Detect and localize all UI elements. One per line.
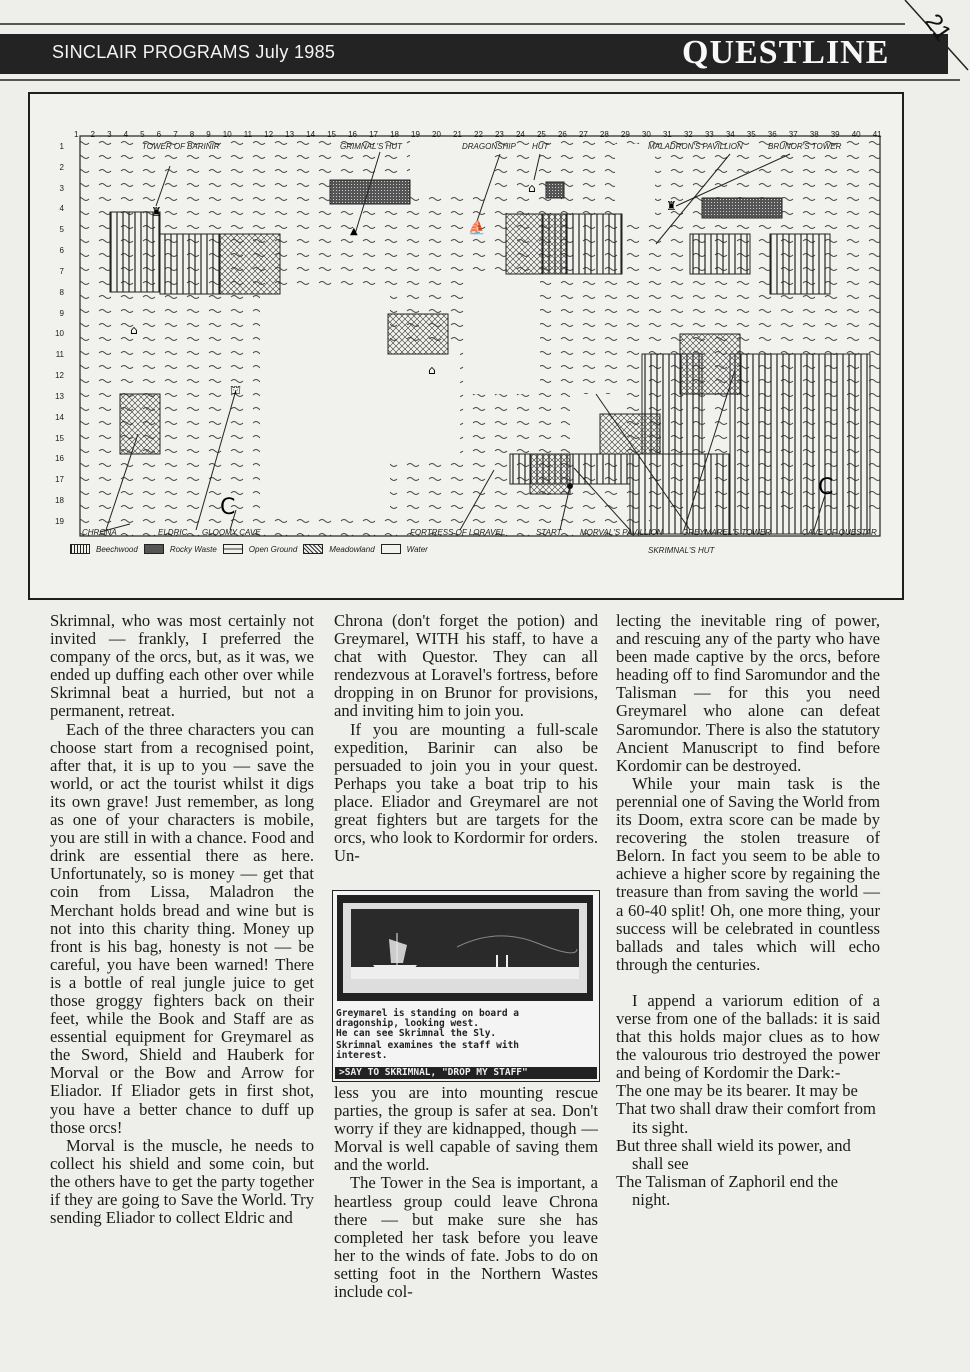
tower-icon: ♜ — [666, 199, 677, 213]
hut-icon: ▲ — [350, 226, 358, 237]
screenshot-scene — [337, 895, 593, 1001]
paragraph: Chrona (don't forget the potion) and Greymarel, WITH his staff, to have a chat with Questor. They can all rendezvous at Loravel's fortress, before dropping in on Brunor for provisions, and inviting him to join you. — [334, 611, 598, 721]
map-label-eldric: ELDRIC — [158, 528, 188, 537]
article-column-2-top — [334, 612, 598, 865]
map-legend — [70, 544, 428, 554]
screenshot-line: Skrimnal examines the staff with — [336, 1040, 520, 1051]
legend-label-beechwood: Beechwood — [96, 544, 138, 554]
legend-swatch-rocky-waste — [144, 544, 164, 554]
map-label-brunors-tower: BRUNOR'S TOWER — [768, 142, 842, 151]
map-label-grimnals-hut: GRIMNAL'S HUT — [340, 142, 402, 151]
verse-line: That two shall draw their comfort from its sight. — [616, 1099, 876, 1137]
game-map — [28, 92, 904, 600]
legend-label-rocky-waste: Rocky Waste — [169, 544, 217, 554]
section-title: QUESTLINE — [682, 34, 890, 71]
hut-icon: ⌂ — [528, 181, 536, 195]
paragraph: If you are mounting a full-scale expedition, Barinir can also be persuaded to join you in your quest. Perhaps you take a boat trip to his place. Eliador and Greymarel are not great fighters but are targets for the orcs, who look to Kordormir for orders. Un- — [334, 719, 598, 866]
legend-label-water: Water — [406, 544, 428, 554]
map-label-tower-of-barinir: TOWER OF BARINIR — [142, 142, 220, 151]
screenshot-line: He can see Skrimnal the Sly. — [336, 1028, 497, 1039]
hut-icon: ⌂ — [428, 363, 436, 377]
dragonship-scene — [337, 895, 593, 1001]
map-label-skrimnals-hut: SKRIMNAL'S HUT — [648, 546, 715, 555]
verse-line: The Talisman of Zaphoril end the night. — [616, 1171, 839, 1209]
screenshot-line: interest. — [336, 1050, 388, 1061]
start-marker — [567, 483, 573, 489]
screenshot-line: Greymarel is standing on board a — [336, 1008, 520, 1019]
map-label-chrona: CHRONA — [82, 528, 117, 537]
map-label-morvals-pavillion: MORVAL'S PAVILLION — [580, 528, 663, 537]
hut-icon: ⌂ — [130, 323, 138, 337]
map-label-greymarels-tower: GREYMAREL'S TOWER — [682, 528, 771, 537]
legend-swatch-water — [381, 544, 401, 554]
fortress-icon: ⛫ — [230, 383, 242, 397]
paragraph: While your main task is the perennial one of Saving the World from its Doom, extra score can be made by recovering the stolen treasure of Belorn. In fact you seem to be able to achieve a higher score by regaining the treasure than from saving the world — a 60-40 split! Oh, one more thing, your success will be celebrated in countless ballads and tales which will echo through the centuries. — [616, 773, 880, 974]
map-label-cave-of-questar: CAVE OF QUESTAR — [802, 528, 877, 537]
map-drawing — [30, 94, 902, 598]
legend-label-meadowland: Meadowland — [329, 544, 375, 554]
page-number: 21 — [919, 9, 957, 47]
article-column-3 — [616, 612, 880, 1209]
legend-swatch-beechwood — [70, 544, 90, 554]
cave-icon: C — [818, 475, 834, 500]
magazine-issue: SINCLAIR PROGRAMS July 1985 — [52, 42, 336, 62]
legend-swatch-meadowland — [303, 544, 323, 554]
map-column-numbers: 1 2 3 4 5 6 7 8 9 10 11 12 13 14 15 16 17 18 19 20 21 22 23 24 25 26 27 28 29 30 31 32 33 34 35 36 37 38 39 40 41 — [74, 130, 882, 139]
map-label-dragonship: DRAGONSHIP — [462, 142, 516, 151]
paragraph: The Tower in the Sea is important, a heartless group could leave Chrona there — but make sure she has completed her task before you leave her to the winds of fate. Jobs to do on setting foot in the Northern Wastes include col- — [334, 1173, 598, 1302]
verse-line: But three shall wield its power, and shall see — [616, 1135, 851, 1173]
map-label-gloomy-cave: GLOOMY CAVE — [202, 528, 261, 537]
command-text: >SAY TO SKRIMNAL, "DROP MY STAFF" — [339, 1067, 528, 1078]
legend-label-open-ground: Open Ground — [248, 544, 298, 554]
legend-swatch-open-ground — [223, 544, 243, 554]
paragraph: I append a variorum edition of a verse from one of the ballads: it is said that this holds major clues as to how the valourous trio destroyed the power and being of Kordomir the Dark:- — [616, 990, 880, 1083]
screenshot-line: dragonship, looking west. — [336, 1018, 479, 1029]
article-column-2-bottom — [334, 1084, 598, 1301]
paragraph: Each of the three characters you can choose start from a recognised point, after that, it is up to you — save the world, or act the tourist whilst it digs its own grave! Just remember, as long as one of your characters is mobile, you are still in with a chance. Food and drink are essential there as here. Unfortunately, so is money — get that coin from Lissa, Maladron the Merchant holds bread and wine but is not into this charity thing. Money up front is his bag, honesty is not — be careful, you have been warned! There is a bottle of real jungle juice to get those groggy fighters back on their feet, while the Book and Staff are as essential equipment for Greymarel as the Sword, Shield and Hauberk for Morval or the Bow and Arrow for Eliador. If Eliador gets in first shot, you have a better chance to duff up those orcs! — [50, 719, 314, 1137]
map-label-start: START — [536, 528, 562, 537]
dragonship-icon: ⛵ — [468, 220, 486, 236]
paragraph: less you are into mounting rescue parties, the group is safer at sea. Don't worry if they are kidnapped, though — Morval is well capable of saving them and the world. — [334, 1083, 598, 1175]
paragraph: Morval is the muscle, he needs to collect his shield and some coin, but the others have to get the party together if they are going to Save the World. Try sending Eliador to collect Eldric and — [50, 1135, 314, 1228]
article-column-1 — [50, 612, 314, 1227]
map-row-numbers: 1 2 3 4 5 6 7 8 9 10 11 12 13 14 15 16 17 18 19 — [55, 142, 64, 526]
tower-icon: ♜ — [151, 205, 162, 219]
game-screenshot — [332, 890, 600, 1082]
verse-line: The one may be its bearer. It may be — [616, 1081, 858, 1101]
map-label-hut: HUT — [532, 142, 549, 151]
map-label-fortress-of-loravel: FORTRESS OF LORAVEL — [410, 528, 506, 537]
paragraph: Skrimnal, who was most certainly not invited — frankly, I preferred the company of the orcs, but, as it was, we ended up duffing each other over while Skrimnal beat a hurried, but not a permanent, retreat. — [50, 611, 314, 721]
paragraph: lecting the inevitable ring of power, and rescuing any of the party who have been made captive by the orcs, before heading off to find Saromundor and the Talisman — for this you need Greymarel who alone can defeat Saromundor. There is also the statutory Ancient Manuscript to find before Kordomir can be destroyed. — [616, 611, 880, 775]
map-label-maladrons-pavillion: MALADRON'S PAVILLION — [648, 142, 743, 151]
cave-icon: C — [220, 495, 236, 520]
